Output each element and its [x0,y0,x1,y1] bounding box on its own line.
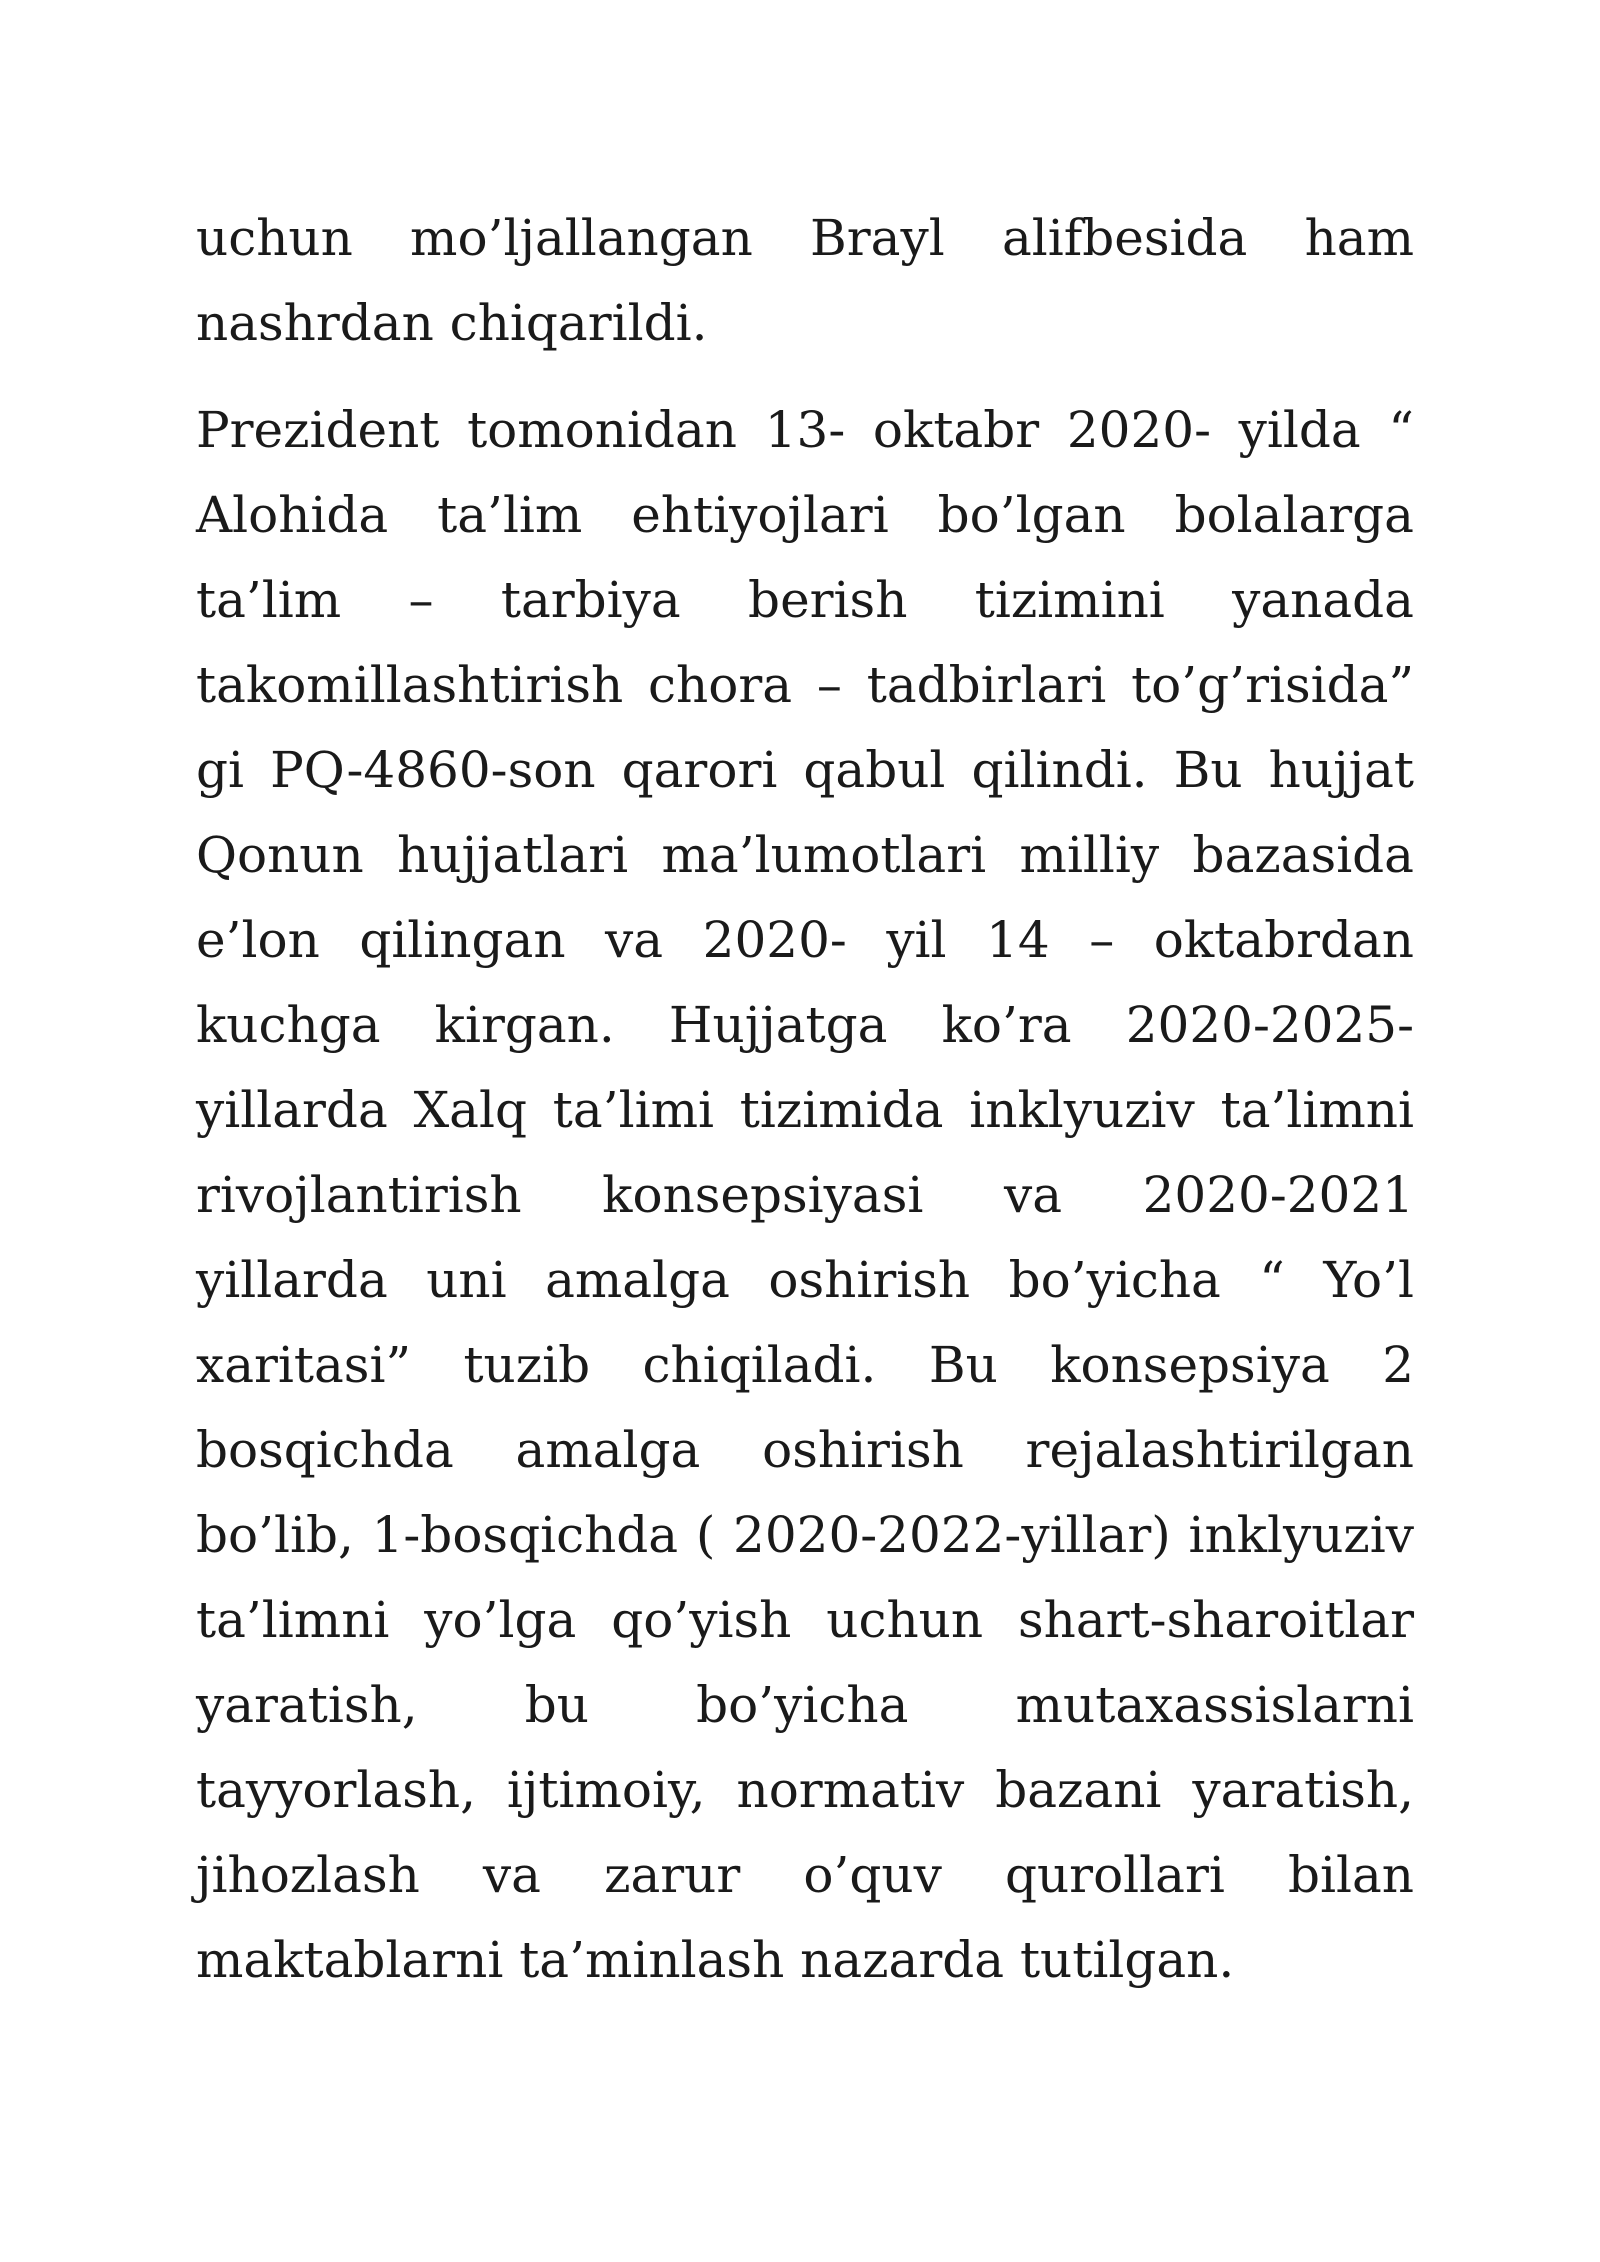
paragraph-2 [196,388,1414,2003]
text-line: takomillashtirish chora – tadbirlari to’g’risida” [196,656,1414,714]
text-line: yillarda uni amalga oshirish bo’yicha “ Yo’l [196,1251,1414,1309]
text-line: e’lon qilingan va 2020- yil 14 – oktabrdan [196,911,1414,969]
text-line: tayyorlash, ijtimoiy, normativ bazani yaratish, [196,1761,1414,1819]
paragraph-gap [196,366,1414,388]
document-page [196,196,1414,2003]
text-line: bosqichda amalga oshirish rejalashtirilgan [196,1421,1414,1479]
text-line: kuchga kirgan. Hujjatga ko’ra 2020-2025- [196,996,1414,1054]
text-line: rivojlantirish konsepsiyasi va 2020-2021 [196,1166,1414,1224]
text-line: Alohida ta’lim ehtiyojlari bo’lgan bolalarga [196,486,1414,544]
text-line: uchun mo’ljallangan Brayl alifbesida ham [196,209,1414,267]
paragraph-1 [196,196,1414,366]
text-line: maktablarni ta’minlash nazarda tutilgan. [196,1931,1235,1989]
text-line: bo’lib, 1-bosqichda ( 2020-2022-yillar) inklyuziv [196,1506,1414,1564]
text-line: xaritasi” tuzib chiqiladi. Bu konsepsiya 2 [196,1336,1414,1394]
text-line: Prezident tomonidan 13- oktabr 2020- yilda “ [196,401,1414,459]
text-line: ta’limni yo’lga qo’yish uchun shart-sharoitlar [196,1591,1414,1649]
text-line: gi PQ-4860-son qarori qabul qilindi. Bu hujjat [196,741,1414,799]
text-line: ta’lim – tarbiya berish tizimini yanada [196,571,1414,629]
text-line: yaratish, bu bo’yicha mutaxassislarni [196,1676,1414,1734]
text-line: jihozlash va zarur o’quv qurollari bilan [196,1846,1414,1904]
text-line: yillarda Xalq ta’limi tizimida inklyuziv ta’limni [196,1081,1414,1139]
text-line: Qonun hujjatlari ma’lumotlari milliy bazasida [196,826,1414,884]
text-line: nashrdan chiqarildi. [196,294,708,352]
